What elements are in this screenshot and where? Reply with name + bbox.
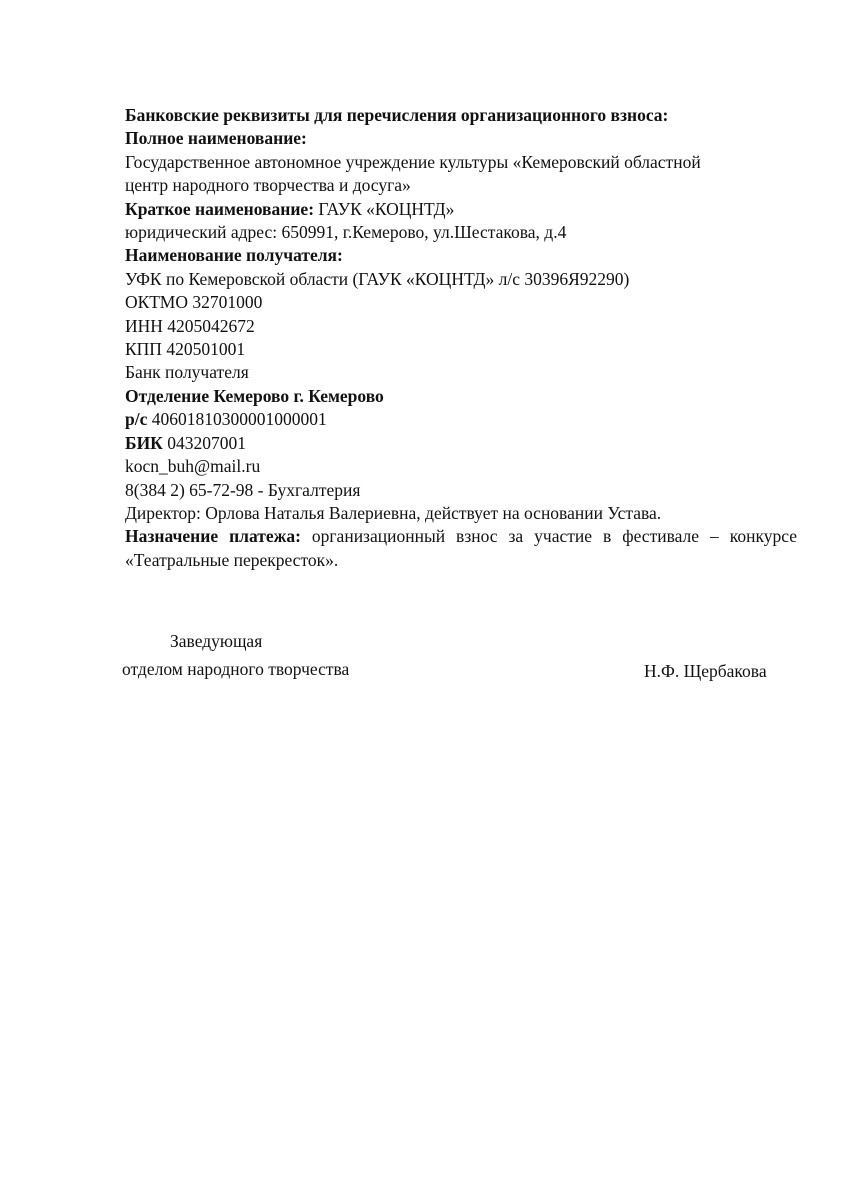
inn: ИНН 4205042672	[125, 315, 255, 336]
kpp: КПП 420501001	[125, 339, 246, 360]
bank-name: Отделение Кемерово г. Кемерово	[125, 385, 384, 406]
recipient-value: УФК по Кемеровской области (ГАУК «КОЦНТД» л/с 30396Я92290)	[125, 268, 630, 289]
short-name-value: ГАУК «КОЦНТД»	[314, 198, 455, 219]
account-value: 40601810300001000001	[147, 409, 327, 430]
signer-position-line-1: Заведующая	[170, 631, 263, 651]
director: Директор: Орлова Наталья Валериевна, действует на основании Устава.	[125, 502, 662, 523]
purpose-value: организационный взнос за участие в фестивале – конкурсе «Театральные перекресток».	[125, 526, 797, 570]
short-name-label: Краткое наименование:	[125, 198, 315, 219]
bank-label: Банк получателя	[125, 362, 249, 383]
heading: Банковские реквизиты для перечисления организационного взноса:	[125, 105, 669, 125]
bank-details-block	[125, 104, 797, 572]
account-label: р/с	[125, 409, 148, 430]
email: kocn_buh@mail.ru	[125, 456, 261, 477]
full-name-line-2: центр народного творчества и досуга»	[125, 175, 411, 196]
payment-purpose	[125, 525, 797, 572]
legal-address: юридический адрес: 650991, г.Кемерово, ул.Шестакова, д.4	[125, 222, 567, 243]
account-row	[125, 408, 797, 431]
full-name-label: Полное наименование:	[125, 128, 307, 149]
recipient-label: Наименование получателя:	[125, 245, 343, 266]
bik-row	[125, 432, 797, 455]
bik-value: 043207001	[162, 432, 246, 453]
signer-name: Н.Ф. Щербакова	[644, 661, 767, 681]
short-name-row	[125, 198, 797, 221]
signer-position-line-2: отделом народного творчества	[122, 659, 350, 679]
oktmo: ОКТМО 32701000	[125, 292, 263, 313]
bik-label: БИК	[125, 432, 163, 453]
phone: 8(384 2) 65-72-98 - Бухгалтерия	[125, 479, 361, 500]
full-name-line-1: Государственное автономное учреждение культуры «Кемеровский областной	[125, 151, 701, 172]
purpose-label: Назначение платежа:	[125, 526, 301, 547]
